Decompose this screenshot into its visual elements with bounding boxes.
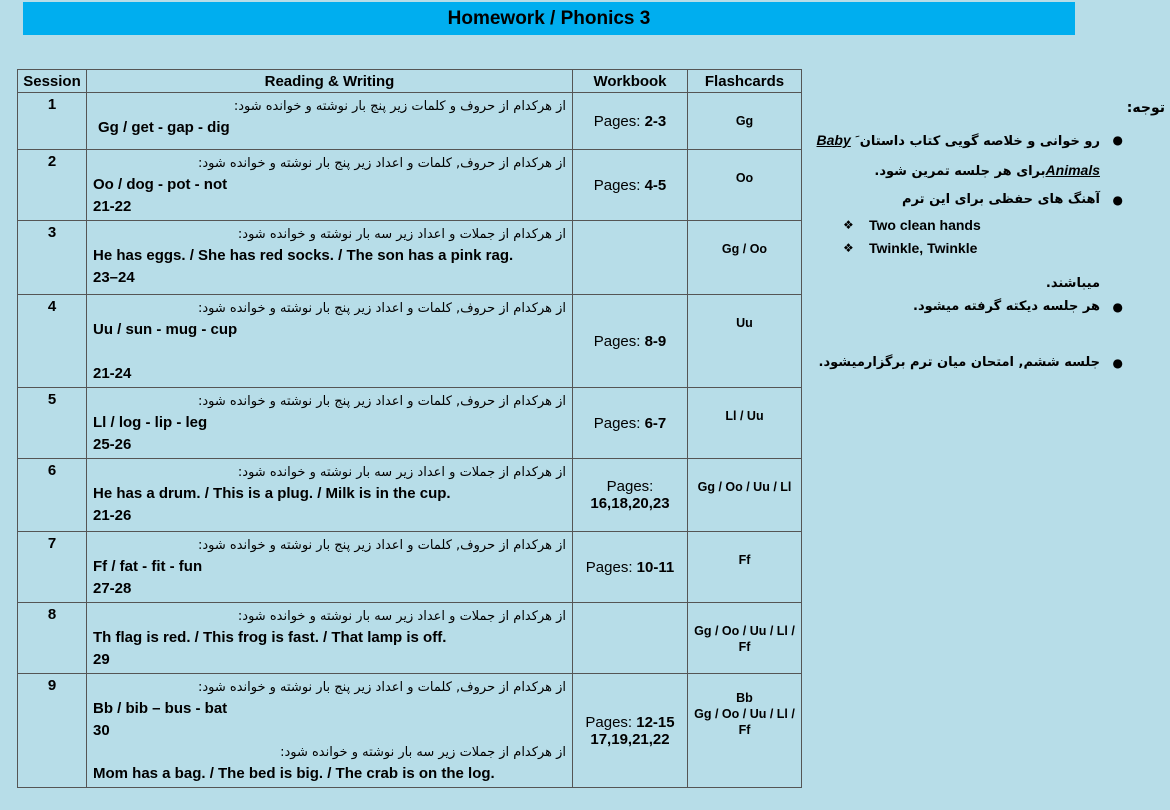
instruction-text-2: از هرکدام از جملات زیر سه بار نوشته و خوانده شود: bbox=[280, 745, 566, 760]
session-number: 4 bbox=[18, 295, 87, 388]
note-songs-tail: میباشند. bbox=[1045, 276, 1100, 291]
table-row bbox=[18, 674, 802, 788]
song-title: Twinkle, Twinkle bbox=[869, 240, 978, 256]
workbook-pages: 4-5 bbox=[644, 176, 667, 194]
instruction-text: از هرکدام از حروف, کلمات و اعداد زیر پنج بار نوشته و خوانده شود: bbox=[197, 394, 566, 409]
session-number: 5 bbox=[18, 388, 87, 459]
reading-writing-cell bbox=[87, 93, 573, 150]
reading-writing-cell bbox=[87, 150, 573, 221]
workbook-label: Pages: bbox=[593, 176, 645, 194]
note-songs-text: آهنگ های حفظی برای این ترم bbox=[902, 192, 1100, 207]
practice-text: Ff / fat - fit - fun bbox=[93, 558, 203, 575]
session-number: 2 bbox=[18, 150, 87, 221]
practice-text: Bb / bib – bus - bat bbox=[93, 700, 228, 717]
page-title: Homework / Phonics 3 bbox=[23, 2, 1075, 35]
note-item-songs bbox=[810, 186, 1155, 214]
flashcards-cell: Ff bbox=[688, 532, 802, 603]
table-row bbox=[18, 388, 802, 459]
table-row bbox=[18, 532, 802, 603]
practice-text: Th flag is red. / This frog is fast. / That lamp is off. bbox=[93, 629, 447, 646]
table-header-row bbox=[18, 70, 802, 93]
practice-text-2: Mom has a bag. / The bed is big. / The crab is on the log. bbox=[93, 765, 495, 782]
workbook-pages: 12-15 bbox=[636, 713, 675, 731]
bullet-icon: ● bbox=[1112, 133, 1123, 147]
table-row bbox=[18, 221, 802, 295]
practice-text: He has a drum. / This is a plug. / Milk is in the cup. bbox=[93, 485, 451, 502]
workbook-cell bbox=[573, 674, 688, 788]
workbook-pages: 6-7 bbox=[644, 414, 667, 432]
workbook-label: Pages: bbox=[593, 112, 645, 130]
workbook-cell bbox=[573, 150, 688, 221]
workbook-cell bbox=[573, 459, 688, 532]
workbook-label: Pages: bbox=[585, 558, 637, 576]
session-number: 3 bbox=[18, 221, 87, 295]
table-row bbox=[18, 603, 802, 674]
flashcards-cell bbox=[688, 674, 802, 788]
note-item-midterm bbox=[810, 349, 1155, 377]
note-midterm-text: جلسه ششم, امتحان میان ترم برگزارمیشود. bbox=[818, 355, 1100, 370]
practice-text: Oo / dog - pot - not bbox=[93, 176, 228, 193]
flashcards-cell: Ll / Uu bbox=[688, 388, 802, 459]
diamond-bullet-icon: ❖ bbox=[843, 218, 854, 232]
workbook-cell bbox=[573, 93, 688, 150]
workbook-label: Pages: bbox=[606, 478, 654, 495]
reading-writing-cell bbox=[87, 459, 573, 532]
diamond-bullet-icon: ❖ bbox=[843, 241, 854, 255]
note-item-dictation bbox=[810, 293, 1155, 321]
workbook-pages: 16,18,20,23 bbox=[590, 495, 670, 512]
practice-text: Ll / log - lip - leg bbox=[93, 414, 208, 431]
note-item-story bbox=[810, 126, 1155, 186]
workbook-pages: 2-3 bbox=[644, 112, 667, 130]
workbook-cell bbox=[573, 295, 688, 388]
workbook-cell bbox=[573, 532, 688, 603]
song-item bbox=[810, 237, 1155, 260]
practice-numbers: 25-26 bbox=[93, 436, 132, 453]
workbook-cell bbox=[573, 221, 688, 295]
flashcards-new: Bb bbox=[736, 691, 753, 705]
header-flashcards: Flashcards bbox=[688, 70, 802, 93]
practice-text: Gg / get - gap - dig bbox=[98, 119, 230, 136]
notes-panel bbox=[810, 100, 1165, 377]
table-row bbox=[18, 93, 802, 150]
table-row bbox=[18, 295, 802, 388]
reading-writing-cell bbox=[87, 603, 573, 674]
song-item bbox=[810, 214, 1155, 237]
practice-numbers: 21-22 bbox=[93, 198, 132, 215]
session-number: 9 bbox=[18, 674, 87, 788]
instruction-text: از هرکدام از حروف, کلمات و اعداد زیر پنج بار نوشته و خوانده شود: bbox=[197, 156, 566, 171]
practice-numbers: 21-24 bbox=[93, 365, 132, 382]
session-number: 1 bbox=[18, 93, 87, 150]
note-story-text: رو خوانی و خلاصه گویی کتاب داستان َ bbox=[855, 134, 1100, 149]
flashcards-cell: Oo bbox=[688, 150, 802, 221]
practice-numbers: 27-28 bbox=[93, 580, 132, 597]
table-row bbox=[18, 459, 802, 532]
instruction-text: از هرکدام از حروف, کلمات و اعداد زیر پنج بار نوشته و خوانده شود: bbox=[197, 301, 566, 316]
instruction-text: از هرکدام از حروف و کلمات زیر پنج بار نوشته و خوانده شود: bbox=[233, 99, 566, 114]
workbook-pages: 8-9 bbox=[644, 332, 667, 350]
homework-table bbox=[17, 69, 802, 788]
bullet-icon: ● bbox=[1112, 300, 1123, 314]
header-reading-writing: Reading & Writing bbox=[87, 70, 573, 93]
practice-numbers: 30 bbox=[93, 722, 110, 739]
practice-numbers: 29 bbox=[93, 651, 110, 668]
flashcards-cell: Gg / Oo / Uu / Ll / Ff bbox=[688, 603, 802, 674]
reading-writing-cell bbox=[87, 388, 573, 459]
instruction-text: از هرکدام از جملات و اعداد زیر سه بار نوشته و خوانده شود: bbox=[237, 465, 566, 480]
reading-writing-cell bbox=[87, 221, 573, 295]
bullet-icon: ● bbox=[1112, 193, 1123, 207]
instruction-text: از هرکدام از حروف, کلمات و اعداد زیر پنج بار نوشته و خوانده شود: bbox=[197, 680, 566, 695]
workbook-cell bbox=[573, 603, 688, 674]
workbook-label: Pages: bbox=[585, 713, 637, 731]
session-number: 6 bbox=[18, 459, 87, 532]
workbook-label: Pages: bbox=[593, 332, 645, 350]
instruction-text: از هرکدام از جملات و اعداد زیر سه بار نوشته و خوانده شود: bbox=[237, 609, 566, 624]
note-dictation-text: هر جلسه دیکته گرفته میشود. bbox=[913, 299, 1100, 314]
table-row bbox=[18, 150, 802, 221]
practice-numbers: 21-26 bbox=[93, 507, 132, 524]
flashcards-review: Gg / Oo / Uu / Ll / Ff bbox=[694, 707, 795, 737]
notes-heading: توجه: bbox=[1126, 100, 1165, 116]
workbook-label: Pages: bbox=[593, 414, 645, 432]
workbook-pages-2: 17,19,21,22 bbox=[590, 730, 670, 748]
practice-text: Uu / sun - mug - cup bbox=[93, 321, 238, 338]
story-title-part2: Animals bbox=[1045, 162, 1100, 178]
bullet-icon: ● bbox=[1112, 356, 1123, 370]
header-workbook: Workbook bbox=[573, 70, 688, 93]
flashcards-cell: Gg / Oo / Uu / Ll bbox=[688, 459, 802, 532]
instruction-text: از هرکدام از جملات و اعداد زیر سه بار نوشته و خوانده شود: bbox=[237, 227, 566, 242]
reading-writing-cell bbox=[87, 295, 573, 388]
note-story-tail: برای هر جلسه تمرین شود. bbox=[874, 164, 1046, 179]
session-number: 8 bbox=[18, 603, 87, 674]
reading-writing-cell bbox=[87, 674, 573, 788]
song-title: Two clean hands bbox=[869, 217, 981, 233]
session-number: 7 bbox=[18, 532, 87, 603]
workbook-pages: 10-11 bbox=[636, 558, 675, 576]
practice-numbers: 23–24 bbox=[93, 269, 135, 286]
header-session: Session bbox=[18, 70, 87, 93]
instruction-text: از هرکدام از حروف, کلمات و اعداد زیر پنج بار نوشته و خوانده شود: bbox=[197, 538, 566, 553]
flashcards-cell: Gg bbox=[688, 93, 802, 150]
workbook-cell bbox=[573, 388, 688, 459]
reading-writing-cell bbox=[87, 532, 573, 603]
flashcards-cell: Gg / Oo bbox=[688, 221, 802, 295]
story-title-part1: Baby bbox=[816, 132, 851, 148]
practice-text: He has eggs. / She has red socks. / The son has a pink rag. bbox=[93, 247, 514, 264]
flashcards-cell: Uu bbox=[688, 295, 802, 388]
